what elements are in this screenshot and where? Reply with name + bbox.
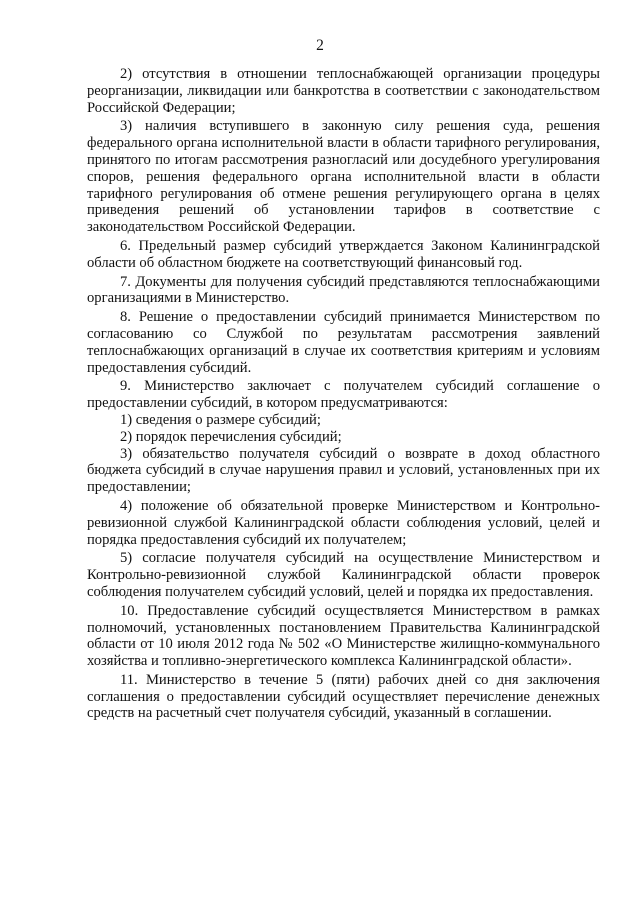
paragraph-11: 11. Министерство в течение 5 (пяти) рабочих дней со дня заключения соглашения о предоставлении субсидий осуществляет перечисление денежных средств на расчетный счет получателя субсидий, указанный в соглашении. <box>87 671 600 722</box>
paragraph-9-item-1: 1) сведения о размере субсидий; <box>120 411 321 428</box>
paragraph-condition-3: 3) наличия вступившего в законную силу решения суда, решения федерального органа исполнительной власти в области тарифного регулирования, принятого по итогам рассмотрения разногласий или досудебного урегулирования споров, решения федерального органа исполнительной власти в области тарифного регулирования об отмене решения регулирующего органа в целях приведения решений об установлении тарифов в соответствие с законодательством Российской Федерации. <box>87 118 600 236</box>
paragraph-7: 7. Документы для получения субсидий представляются теплоснабжающими организациями в Министерство. <box>87 273 600 307</box>
paragraph-9-item-4: 4) положение об обязательной проверке Министерством и Контрольно-ревизионной службой Калининградской области соблюдения условий, целей и порядка предоставления субсидий их получателем; <box>87 497 600 548</box>
document-body <box>87 66 600 722</box>
paragraph-6: 6. Предельный размер субсидий утверждается Законом Калининградской области об областном бюджете на соответствующий финансовый год. <box>87 237 600 271</box>
paragraph-10: 10. Предоставление субсидий осуществляется Министерством в рамках полномочий, установленных постановлением Правительства Калининградской области от 10 июля 2012 года № 502 «О Министерстве жилищно-коммунального хозяйства и топливно-энергетического комплекса Калининградской области». <box>87 602 600 670</box>
paragraph-9: 9. Министерство заключает с получателем субсидий соглашение о предоставлении субсидий, в котором предусматриваются: <box>87 378 600 412</box>
paragraph-8: 8. Решение о предоставлении субсидий принимается Министерством по согласованию со Службой по результатам рассмотрения заявлений теплоснабжающих организаций в случае их соответствия критериям и условиям предоставления субсидий. <box>87 309 600 376</box>
paragraph-9-item-2: 2) порядок перечисления субсидий; <box>120 428 342 445</box>
paragraph-9-item-3: 3) обязательство получателя субсидий о возврате в доход областного бюджета субсидий в случае нарушения правил и условий, установленных при их предоставлении; <box>87 445 600 496</box>
paragraph-9-item-5: 5) согласие получателя субсидий на осуществление Министерством и Контрольно-ревизионной службой Калининградской области проверок соблюдения получателем субсидий условий, целей и порядка их предоставления. <box>87 550 600 600</box>
page-number: 2 <box>316 37 324 54</box>
paragraph-condition-2: 2) отсутствия в отношении теплоснабжающей организации процедуры реорганизации, ликвидации или банкротства в соответствии с законодательством Российской Федерации; <box>87 66 600 116</box>
